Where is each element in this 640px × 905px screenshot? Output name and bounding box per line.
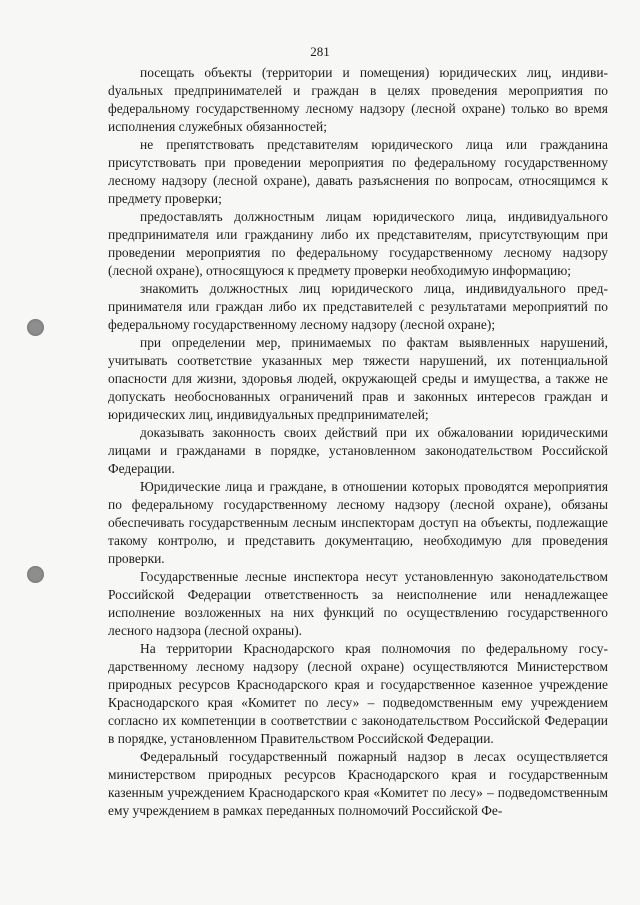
paragraph: доказывать законность своих действий при их обжаловании юридическими лицами и гражданами в порядке, установленном законодательством Российской Федерации. (108, 425, 608, 476)
punch-hole (27, 566, 44, 583)
paragraph: посещать объекты (территории и помещения) юридических лиц, индивиdуальных предпринимателей и граждан в целях проведения мероприятия по федеральному государственному лесному надзору (лесной охране) только во время исполнения служебных обязанностей; (108, 65, 608, 134)
page-number: 281 (310, 44, 330, 59)
paragraph: знакомить должностных лиц юридического лица, индивидуального предпринимателя или граждан либо их представителей с результатами мероприятий по федеральному государственному лесному надзору (лесной охране); (108, 281, 608, 332)
punch-hole (27, 319, 44, 336)
paragraph: предоставлять должностным лицам юридического лица, индивидуального предпринимателя или гражданину либо их представителям, присутствующим при проведении мероприятия по федеральному государственному лесному надзору (лесной охране), относящуюся к предмету проверки необходимую информацию; (108, 209, 608, 278)
paragraph: при определении мер, принимаемых по фактам выявленных нарушений, учитывать соответствие указанных мер тяжести нарушений, их потенциальной опасности для жизни, здоровья людей, окружающей среды и имущества, а также не допускать необоснованных ограничений прав и законных интересов граждан и юридических лиц, индивидуальных предпринимателей; (108, 335, 608, 422)
paragraph: не препятствовать представителям юридического лица или гражданина присутствовать при проведении мероприятия по федеральному государственному лесному надзору (лесной охране), давать разъяснения по вопросам, относящимся к предмету проверки; (108, 137, 608, 206)
document-body (108, 64, 608, 820)
paragraph: Юридические лица и граждане, в отношении которых проводятся мероприятия по федеральному государственному лесному надзору (лесной охране), обязаны обеспечивать государственным лесным инспекторам доступ на объекты, подлежащие такому контролю, и представить документацию, необходимую для проведения проверки. (108, 479, 608, 566)
paragraph: Государственные лесные инспектора несут установленную законодательством Российской Федерации ответственность за неисполнение или ненадлежащее исполнение возложенных на них функций по осуществлению государственного лесного надзора (лесной охраны). (108, 569, 608, 638)
paragraph: На территории Краснодарского края полномочия по федеральному государственному лесному надзору (лесной охране) осуществляются Министерством природных ресурсов Краснодарского края и государственное казенное учреждение Краснодарского края «Комитет по лесу» – подведомственным ему учреждением согласно их компетенции в соответствии с законодательством Российской Федерации в порядке, установленном Правительством Российской Федерации. (108, 641, 608, 746)
paragraph: Федеральный государственный пожарный надзор в лесах осуществляется министерством природных ресурсов Краснодарского края и государственным казенным учреждением Краснодарского края «Комитет по лесу» – подведомственным ему учреждением в рамках переданных полномочий Российской Фе- (108, 749, 608, 818)
